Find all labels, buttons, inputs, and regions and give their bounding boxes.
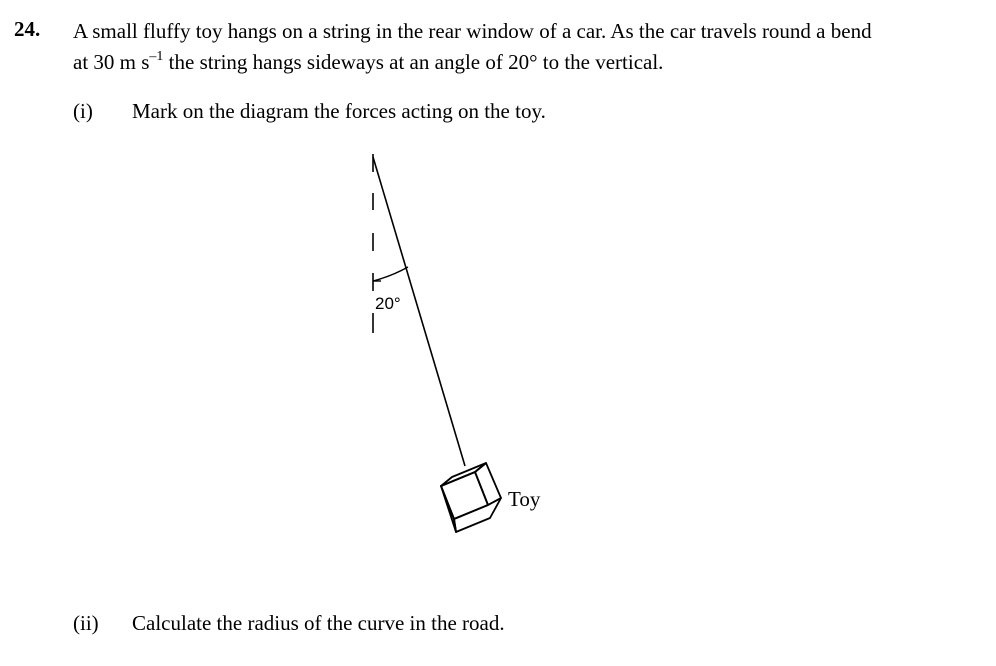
part-ii-label: (ii) <box>73 611 99 635</box>
angle-arc <box>373 267 408 281</box>
toy-cube <box>441 463 501 532</box>
part-ii-text: Calculate the radius of the curve in the road. <box>132 611 505 635</box>
question-number: 24. <box>14 17 41 41</box>
stem-line-2-suffix: the string hangs sideways at an angle of 20° to the vertical. <box>163 50 664 74</box>
part-i-label: (i) <box>73 99 93 123</box>
angle-label: 20° <box>375 294 401 313</box>
unit-exponent: –1 <box>149 49 164 64</box>
stem-line-2-prefix: at 30 m s <box>73 50 150 74</box>
stem-line-1: A small fluffy toy hangs on a string in the rear window of a car. As the car travels round a bend <box>73 19 872 43</box>
toy-label: Toy <box>508 487 541 511</box>
part-i-text: Mark on the diagram the forces acting on the toy. <box>132 99 546 123</box>
